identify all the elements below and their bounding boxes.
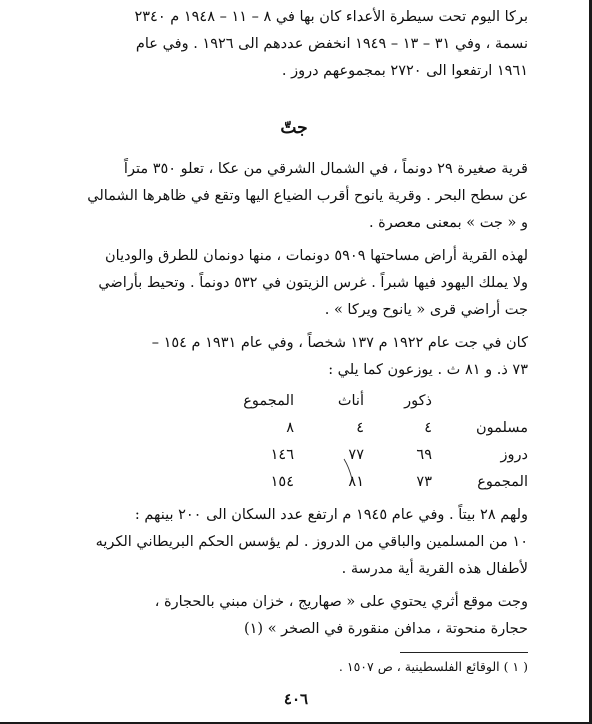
paragraph-line: ١٠ من المسلمين والباقي من الدروز . لم يؤسس الحكم البريطاني الكريه <box>95 534 528 550</box>
footnote: ( ١ ) الوقائع الفلسطينية ، ص ١٥٠٧ . <box>338 659 528 674</box>
table-cell-males: ٧٣ <box>416 474 432 490</box>
table-cell-males: ٦٩ <box>416 447 432 463</box>
paragraph-line: كان في جت عام ١٩٢٢ م ١٣٧ شخصاً ، وفي عام ١٩٣١ م ١٥٤ – <box>151 335 528 351</box>
page-number: ٤٠٦ <box>283 690 309 708</box>
table-cell-total: ٨ <box>286 420 294 436</box>
table-header-row <box>214 388 528 415</box>
paragraph-line: قرية صغيرة ٢٩ دونماً ، في الشمال الشرقي من عكا ، تعلو ٣٥٠ متراً <box>123 161 528 177</box>
intro-line: نسمة ، وفي ٣١ – ١٣ – ١٩٤٩ انخفض عددهم الى ١٩٢٦ . وفي عام <box>135 36 528 52</box>
table-row <box>214 469 528 496</box>
table-cell-males: ٤ <box>424 420 432 436</box>
table-cell-females: ٤ <box>356 420 364 436</box>
table-cell-total: ١٥٤ <box>270 474 294 490</box>
paragraph-line: وجت موقع أثري يحتوي على « صهاريج ، خزان مبني بالحجارة ، <box>154 594 528 610</box>
paragraph-line: حجارة منحوتة ، مدافن منقورة في الصخر » (١) <box>243 621 528 637</box>
paragraph-line: عن سطح البحر . وقرية يانوح أقرب الضياع اليها وتقع في ظاهرها الشمالي <box>87 188 528 204</box>
population-table <box>214 388 528 496</box>
paragraph-line: ولهم ٢٨ بيتاً . وفي عام ١٩٤٥ م ارتفع عدد السكان الى ٢٠٠ بينهم : <box>134 507 528 523</box>
table-header-cell: المجموع <box>243 393 294 409</box>
paragraph-line: ٧٣ ذ. و ٨١ ث . يوزعون كما يلي : <box>328 362 528 378</box>
pen-mark <box>343 458 353 480</box>
table-cell-females: ٧٧ <box>348 447 364 463</box>
paragraph-line: ولا يملك اليهود فيها شبراً . غرس الزيتون في ٥٣٢ دونماً . وتحيط بأراضي <box>98 275 528 291</box>
section-title: جتّ <box>280 118 308 138</box>
footnote-rule <box>400 652 528 653</box>
table-header-cell: ذكور <box>404 393 432 409</box>
table-cell-females: ٨١ <box>348 474 364 490</box>
table-row <box>214 415 528 442</box>
table-cell-label: دروز <box>500 447 528 463</box>
table-row <box>214 442 528 469</box>
table-cell-label: المجموع <box>477 474 528 490</box>
table-header-cell <box>432 388 528 415</box>
paragraph-line: و « جت » بمعنى معصرة . <box>368 215 528 231</box>
paragraph-line: لهذه القرية أراض مساحتها ٥٩٠٩ دونمات ، منها دونمان للطرق والوديان <box>105 248 528 264</box>
paragraph-line: لأطفال هذه القرية أية مدرسة . <box>341 561 528 577</box>
paragraph-line: جت أراضي قرى « يانوح ويركا » . <box>324 302 528 318</box>
table-cell-total: ١٤٦ <box>270 447 294 463</box>
intro-line: بركا اليوم تحت سيطرة الأعداء كان بها في ٨ – ١١ – ١٩٤٨ م ٢٣٤٠ <box>134 9 528 25</box>
intro-line: ١٩٦١ ارتفعوا الى ٢٧٢٠ بمجموعهم دروز . <box>281 63 528 79</box>
table-cell-label: مسلمون <box>475 420 528 436</box>
table-header-cell: أناث <box>337 393 364 409</box>
page-body <box>60 4 528 643</box>
